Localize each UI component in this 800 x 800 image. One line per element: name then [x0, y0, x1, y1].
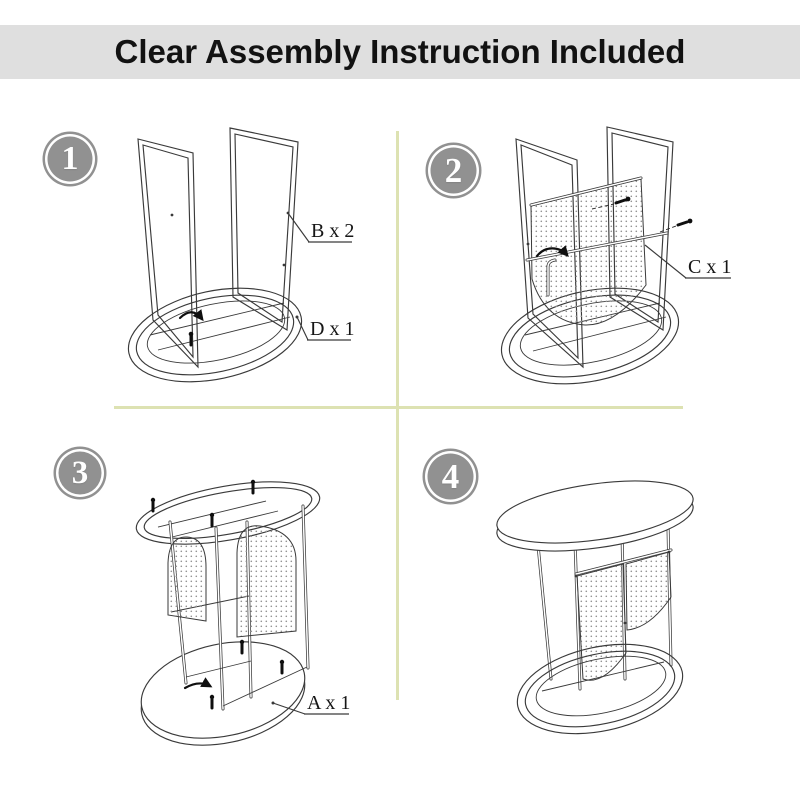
step-4-number: 4 [441, 456, 460, 496]
step-3-number: 3 [71, 454, 89, 491]
step-2-badge [428, 145, 479, 196]
step-3-badge [56, 449, 104, 497]
step-1-number: 1 [61, 140, 79, 177]
base-ring-top [132, 470, 325, 555]
step-1-badge [45, 134, 95, 184]
part-label-a-text: A x 1 [307, 692, 351, 714]
step-2-number: 2 [444, 150, 463, 190]
base-ring-d [120, 274, 310, 397]
page-title: Clear Assembly Instruction Included [114, 33, 686, 70]
part-label-d [296, 316, 355, 341]
screw-icon [660, 219, 692, 232]
step-4-badge [425, 451, 476, 502]
step-2-drawing [410, 95, 800, 407]
part-label-b [288, 213, 354, 242]
banner [0, 25, 800, 79]
part-label-d-text: D x 1 [310, 318, 355, 340]
tabletop [493, 470, 697, 561]
part-label-b-text: B x 2 [311, 220, 355, 242]
part-label-c [645, 245, 731, 278]
mesh-arch-panel [168, 526, 296, 637]
frame-panel-left [138, 139, 198, 367]
step-2-panel [410, 95, 800, 407]
part-label-c-text: C x 1 [688, 256, 732, 278]
